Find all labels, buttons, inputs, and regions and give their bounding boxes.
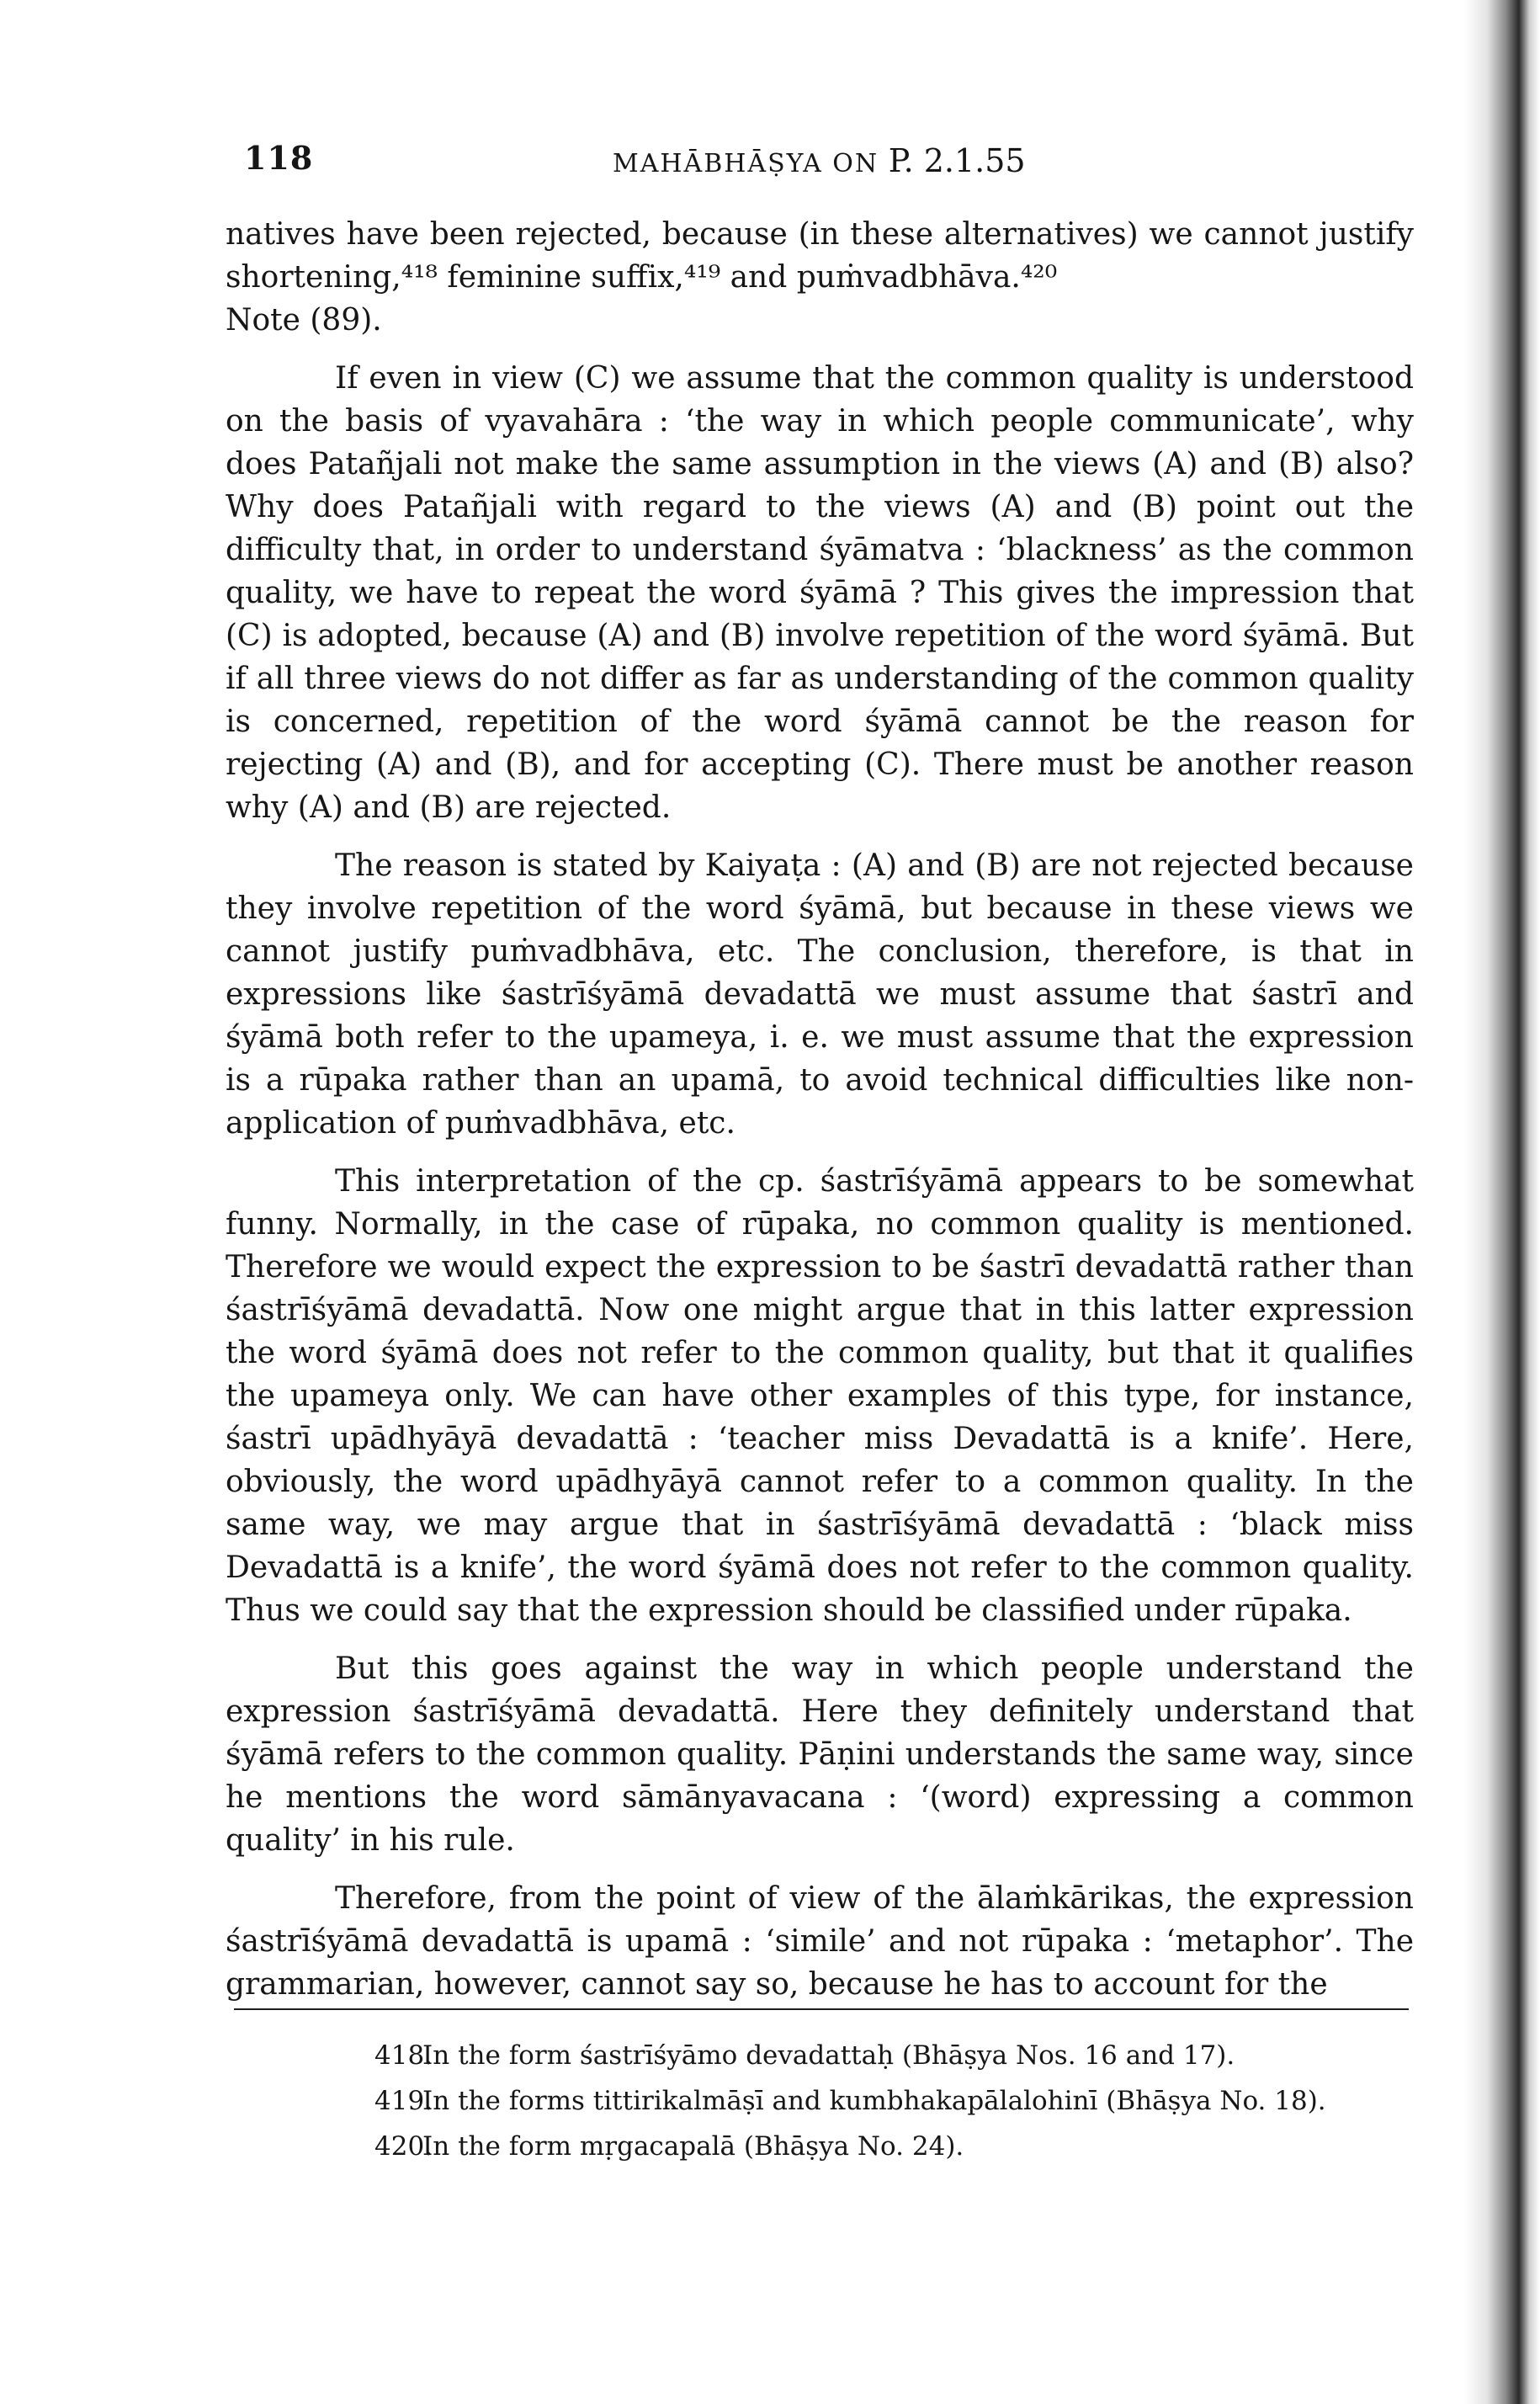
paragraph: The reason is stated by Kaiyaṭa : (A) and (B) are not rejected because they involve repetition of the word śyāmā, but because in these views we cannot justify puṁvadbhāva, etc. The conclusion, therefore, is that in expressions like śastrīśyāmā devadattā we must assume that śastrī and śyāmā both refer to the upameya, i. e. we must assume that the expression is a rūpaka rather than an upamā, to avoid technical difficulties like non-application of puṁvadbhāva, etc. xyxy=(226,848,1414,1141)
footnote-text: In the forms tittirikalmāṣī and kumbhakapālalohinī (Bhāṣya No. 18). xyxy=(422,2086,1326,2116)
footnote xyxy=(374,2033,1452,2078)
paragraph: Therefore, from the point of view of the ālaṁkārikas, the expression śastrīśyāmā devadattā is upamā : ‘simile’ and not rūpaka : ‘metaphor’. The grammarian, however, cannot say so, because he has to account for the xyxy=(226,1881,1414,2002)
page-number: 118 xyxy=(244,139,314,177)
running-title xyxy=(613,142,1026,179)
footnote-divider xyxy=(234,2008,1409,2010)
running-title-text: MAHĀBHĀṢYA ON xyxy=(613,149,879,178)
note-title: Note (89). xyxy=(226,303,382,338)
footnote-number: 419. xyxy=(374,2086,433,2116)
paragraph: This interpretation of the cp. śastrīśyāmā appears to be somewhat funny. Normally, in the case of rūpaka, no common quality is mentioned. Therefore we would expect the expression to be śastrī devadattā rather than śastrīśyāmā devadattā. Now one might argue that in this latter expression the word śyāmā does not refer to the common quality, but that it qualifies the upameya only. We can have other examples of this type, for instance, śastrī upādhyāyā devadattā : ‘teacher miss Devadattā is a knife’. Here, obviously, the word upādhyāyā cannot refer to a common quality. In the same way, we may argue that in śastrīśyāmā devadattā : ‘black miss Devadattā is a knife’, the word śyāmā does not refer to the common quality. Thus we could say that the expression should be classified under rūpaka. xyxy=(226,1164,1414,1628)
paragraph-continuation: natives have been rejected, because (in these alternatives) we cannot justify shortening,⁴¹⁸ feminine suffix,⁴¹⁹ and puṁvadbhāva.⁴²⁰ xyxy=(226,217,1414,295)
footnotes xyxy=(374,2033,1452,2169)
page-header xyxy=(226,139,1421,189)
paragraph: But this goes against the way in which people understand the expression śastrīśyāmā devadattā. Here they definitely understand that śyāmā refers to the common quality. Pāṇini understands the same way, since he mentions the word sāmānyavacana : ‘(word) expressing a common quality’ in his rule. xyxy=(226,1651,1414,1858)
footnote xyxy=(374,2078,1452,2124)
footnote-number: 420. xyxy=(374,2131,433,2162)
footnote xyxy=(374,2124,1452,2169)
book-spine-shadow xyxy=(1464,0,1540,2404)
main-text xyxy=(226,213,1414,2006)
footnote-number: 418. xyxy=(374,2040,433,2071)
footnote-text: In the form mṛgacapalā (Bhāṣya No. 24). xyxy=(422,2131,964,2162)
running-title-ref: P. 2.1.55 xyxy=(888,142,1026,179)
footnote-text: In the form śastrīśyāmo devadattaḥ (Bhāṣya Nos. 16 and 17). xyxy=(422,2040,1235,2071)
paragraph: If even in view (C) we assume that the common quality is understood on the basis of vyavahāra : ‘the way in which people communicate’, why does Patañjali not make the same assumption in the views (A) and (B) also? Why does Patañjali with regard to the views (A) and (B) point out the difficulty that, in order to understand śyāmatva : ‘blackness’ as the common quality, we have to repeat the word śyāmā ? This gives the impression that (C) is adopted, because (A) and (B) involve repetition of the word śyāmā. But if all three views do not differ as far as understanding of the common quality is concerned, repetition of the word śyāmā cannot be the reason for rejecting (A) and (B), and for accepting (C). There must be another reason why (A) and (B) are rejected. xyxy=(226,361,1414,825)
